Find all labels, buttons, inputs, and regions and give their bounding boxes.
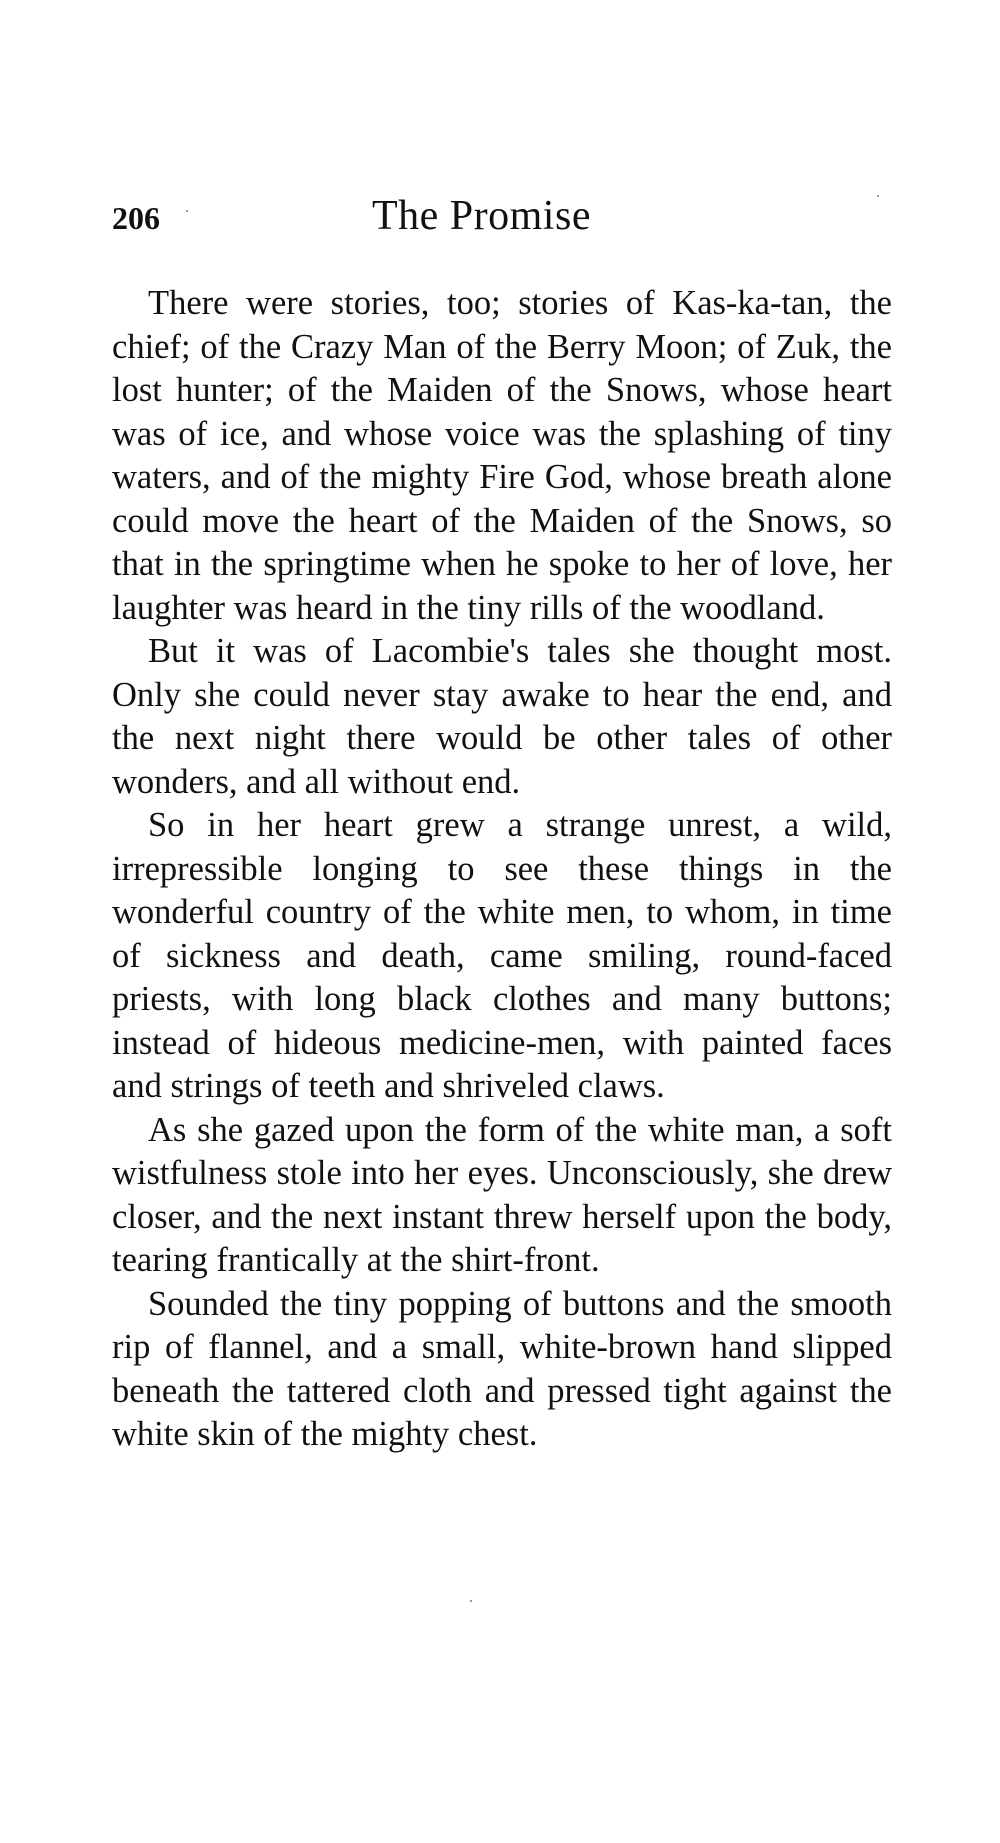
running-title: The Promise — [372, 193, 591, 239]
scan-speck — [186, 210, 188, 212]
paragraph: But it was of Lacombie's tales she thought most. Only she could never stay awake to hear the end, and the next night there would be other tales of other wonders, and all without end. — [112, 632, 892, 801]
running-head — [112, 192, 892, 252]
paragraph: So in her heart grew a strange unrest, a wild, irrepressible longing to see these things in the wonderful country of the white men, to whom, in time of sickness and death, came smiling, round-faced priests, with long black clothes and many buttons; instead of hideous medicine-men, with painted faces and strings of teeth and shriveled claws. — [112, 806, 892, 1105]
scan-speck — [470, 1600, 472, 1602]
scan-speck — [877, 195, 879, 197]
paragraph: There were stories, too; stories of Kas-ka-tan, the chief; of the Crazy Man of the Berry Moon; of Zuk, the lost hunter; of the Maiden of the Snows, whose heart was of ice, and whose voice was the splashing of tiny waters, and of the mighty Fire God, whose breath alone could move the heart of the Maiden of the Snows, so that in the springtime when he spoke to her of love, her laughter was heard in the tiny rills of the woodland. — [112, 284, 892, 627]
paragraph: As she gazed upon the form of the white man, a soft wistfulness stole into her eyes. Unconsciously, she drew closer, and the next instant threw herself upon the body, tearing frantically at the shirt-front. — [112, 1110, 892, 1279]
page-number: 206 — [112, 200, 160, 236]
body-text — [112, 282, 892, 1457]
paragraph: Sounded the tiny popping of buttons and the smooth rip of flannel, and a small, white-brown hand slipped beneath the tattered cloth and pressed tight against the white skin of the mighty chest. — [112, 1284, 892, 1453]
